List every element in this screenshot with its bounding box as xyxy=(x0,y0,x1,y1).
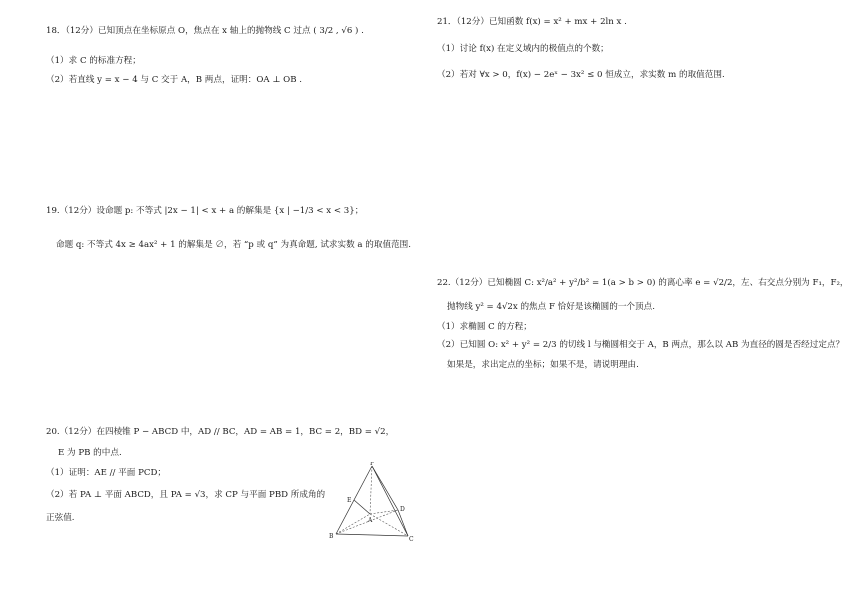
edge-ad xyxy=(370,510,398,514)
label-a: A xyxy=(368,517,373,524)
right-column xyxy=(437,0,849,607)
q20-part1: （1）证明：AE // 平面 PCD； xyxy=(46,468,166,478)
q20-stem: 20.（12分）在四棱锥 P − ABCD 中，AD // BC，AD = AB = 1，BC = 2，BD = √2， xyxy=(46,427,395,437)
q22-part2: （2）已知圆 O: x² + y² = 2/3 的切线 l 与椭圆相交于 A，B 两点，那么以 AB 为直径的圆是否经过定点？ xyxy=(437,340,845,350)
q19-stem: 19.（12分）设命题 p: 不等式 |2x − 1| < x + a 的解集是 {x | −1/3 < x < 3}； xyxy=(46,206,364,216)
q18-part2: （2）若直线 y = x − 4 与 C 交于 A，B 两点，证明：OA ⊥ OB . xyxy=(46,75,302,85)
q19-proposition-q: 命题 q: 不等式 4x ≥ 4ax² + 1 的解集是 ∅，若 “p 或 q” 为真命题, 试求实数 a 的取值范围. xyxy=(56,240,411,250)
q20-part2-cont: 正弦值. xyxy=(46,513,75,523)
edge-bc xyxy=(336,534,408,536)
q20-part2: （2）若 PA ⊥ 平面 ABCD，且 PA = √3，求 CP 与平面 PBD 所成角的 xyxy=(46,490,326,500)
q20-stem-cont: E 为 PB 的中点. xyxy=(58,448,122,458)
q22-stem-cont: 抛物线 y² = 4√2x 的焦点 F 恰好是该椭圆的一个顶点. xyxy=(447,302,655,312)
edge-pa xyxy=(370,466,372,514)
q22-stem: 22.（12分）已知椭圆 C: x²/a² + y²/b² = 1(a > b > 0) 的离心率 e = √2/2，左、右交点分别为 F₁，F₂， xyxy=(437,278,849,288)
label-p: P xyxy=(370,462,375,467)
label-d: D xyxy=(400,506,405,513)
segment-ea xyxy=(354,500,370,514)
q22-part2-cont: 如果是，求出定点的坐标；如果不是，请说明理由. xyxy=(447,360,639,370)
q21-part2: （2）若对 ∀x > 0，f(x) − 2eˣ − 3x² ≤ 0 恒成立，求实数 m 的取值范围. xyxy=(437,70,725,80)
edge-pd xyxy=(372,466,398,510)
label-e: E xyxy=(347,497,352,504)
q22-part1: （1）求椭圆 C 的方程； xyxy=(437,322,532,332)
diagonal-bd xyxy=(336,510,398,534)
edge-cd xyxy=(398,510,408,536)
label-c: C xyxy=(409,536,414,542)
q18-part1: （1）求 C 的标准方程； xyxy=(46,56,141,66)
pyramid-figure xyxy=(326,462,416,542)
q18-stem: 18．（12分）已知顶点在坐标原点 O，焦点在 x 轴上的抛物线 C 过点 ( 3/2 , √6 ) . xyxy=(46,26,364,36)
q21-part1: （1）讨论 f(x) 在定义域内的极值点的个数； xyxy=(437,44,609,54)
label-b: B xyxy=(329,533,334,540)
q21-stem: 21．（12分）已知函数 f(x) = x² + mx + 2ln x . xyxy=(437,17,627,27)
